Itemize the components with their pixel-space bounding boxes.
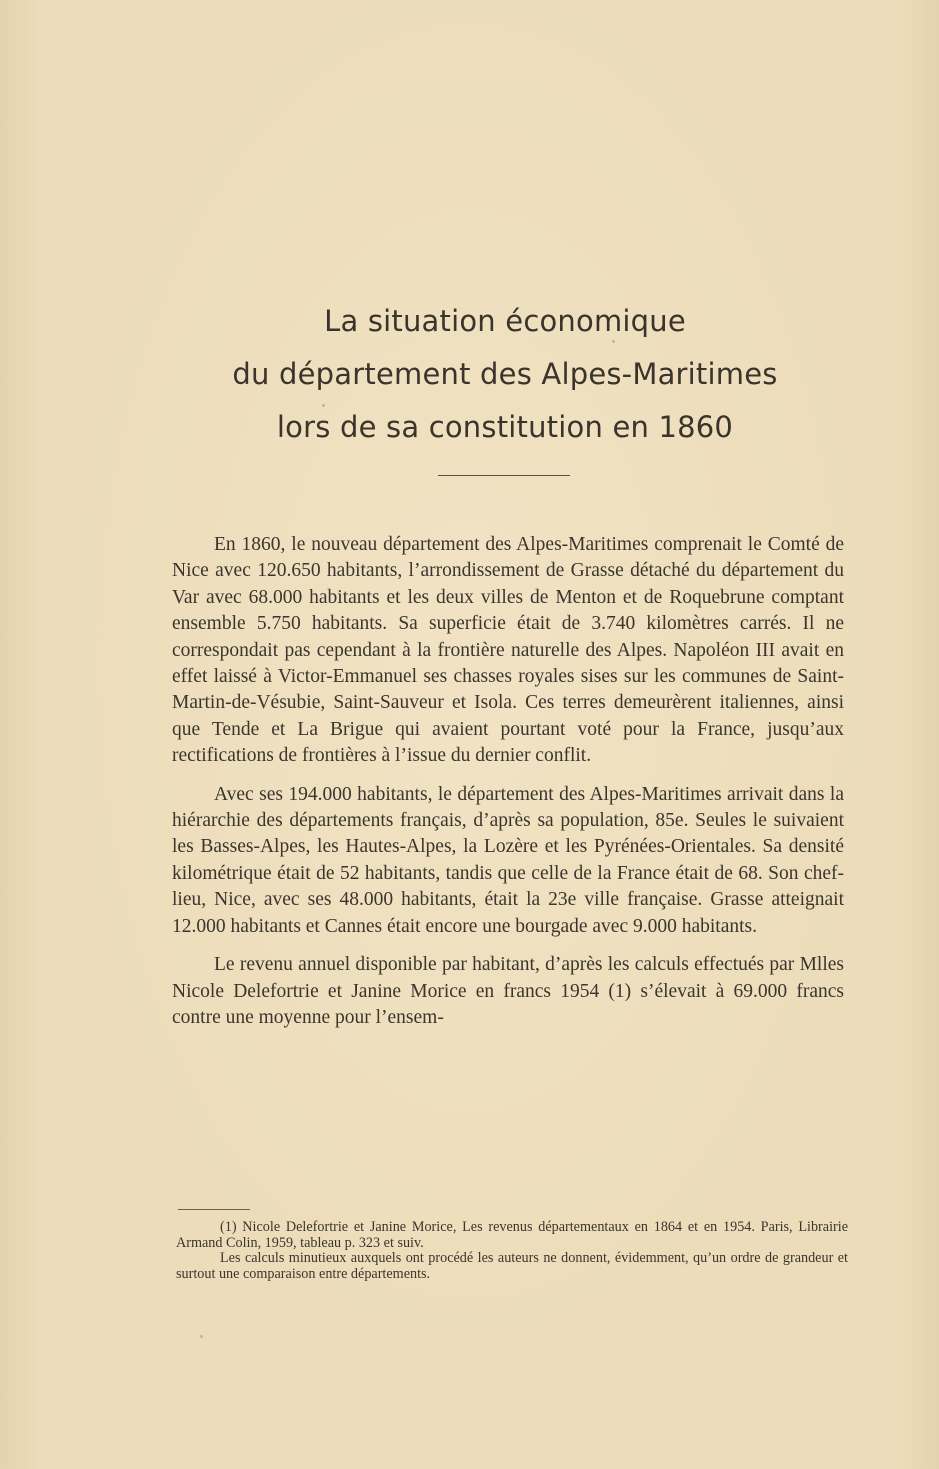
footnote-line-1: (1) Nicole Delefortrie et Janine Morice, Les revenus départementaux en 1864 et en 1954. Paris, Librairie Armand Colin, 1959, tableau p. 323 et suiv.: [176, 1219, 848, 1251]
footnote-line-2: Les calculs minutieux auxquels ont procédé les auteurs ne donnent, évidemment, qu’un ordre de grandeur et surtout une comparaison entre départements.: [176, 1250, 848, 1282]
title-divider: [438, 475, 570, 476]
paragraph-2: Avec ses 194.000 habitants, le département des Alpes-Maritimes arrivait dans la hiérarchie des départements français, d’après sa population, 85e. Seules le suivaient les Basses-Alpes, les Hautes-Alpes, la Lozère et les Pyrénées-Orientales. Sa densité kilométrique était de 52 habitants, tandis que celle de la France était de 68. Son chef-lieu, Nice, avec ses 48.000 habitants, était la 23e ville française. Grasse atteignait 12.000 habitants et Cannes était encore une bourgade avec 9.000 habitants.: [172, 783, 844, 937]
paper-speck: [200, 1335, 203, 1338]
page-title: [170, 295, 840, 454]
title-line-2: du département des Alpes-Maritimes: [232, 357, 778, 391]
footnote-divider: [178, 1209, 250, 1210]
body-text: [172, 532, 844, 1031]
paragraph-3: Le revenu annuel disponible par habitant, d’après les calculs effectués par Mlles Nicole Delefortrie et Janine Morice en francs 1954 (1) s’élevait à 69.000 francs contre une moyenne pour l’ensem-: [172, 954, 844, 1028]
footnote: [176, 1220, 848, 1282]
paper-speck: [612, 340, 615, 343]
paragraph-1: En 1860, le nouveau département des Alpes-Maritimes comprenait le Comté de Nice avec 120.650 habitants, l’arrondissement de Grasse détaché du département du Var avec 68.000 habitants et les deux villes de Menton et de Roquebrune comptant ensemble 5.750 habitants. Sa superficie était de 3.740 kilomètres carrés. Il ne correspondait pas cependant à la frontière naturelle des Alpes. Napoléon III avait en effet laissé à Victor-Emmanuel ses chasses royales sises sur les communes de Saint-Martin-de-Vésubie, Saint-Sauveur et Isola. Ces terres demeurèrent italiennes, ainsi que Tende et La Brigue qui avaient pourtant voté pour la France, jusqu’aux rectifications de frontières à l’issue du dernier conflit.: [172, 534, 844, 767]
title-line-1: La situation économique: [324, 304, 686, 338]
title-line-3: lors de sa constitution en 1860: [276, 410, 734, 444]
paper-speck: [322, 404, 325, 407]
